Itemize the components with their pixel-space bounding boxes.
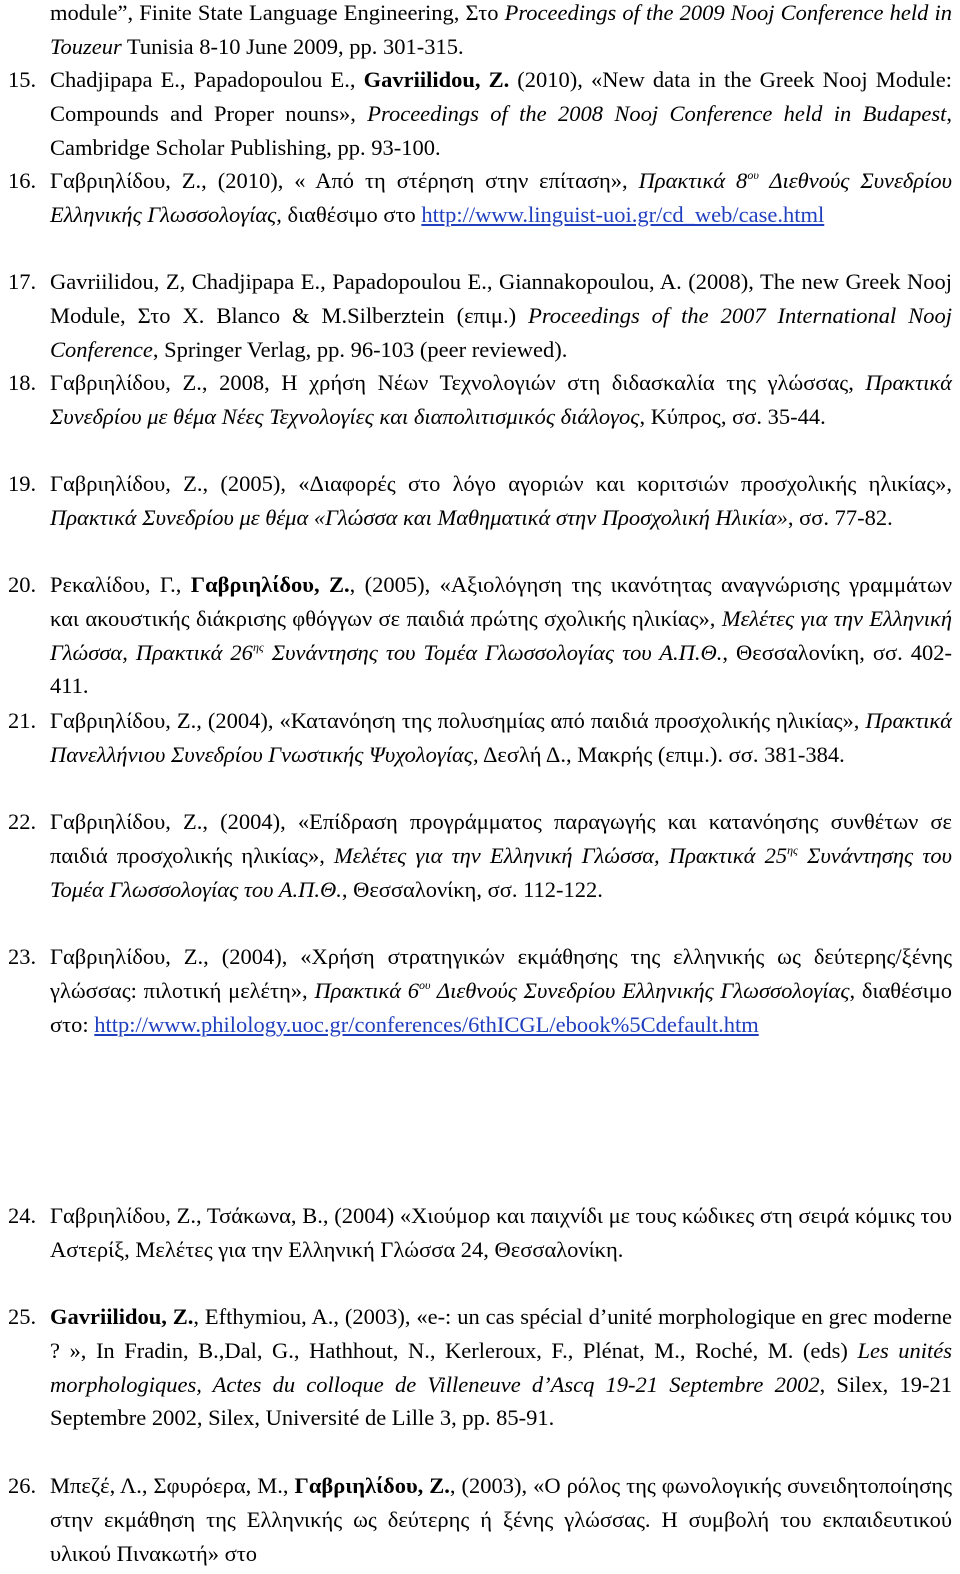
ref-authors: Γαβριηλίδου, Ζ. [50, 168, 202, 193]
reference-25 [4, 1300, 952, 1435]
ref-venue: Μελέτες για την Ελληνική Γλώσσα, Πρακτικά 26 [50, 605, 952, 665]
ref-venue: Διεθνούς Συνεδρίου Ελληνικής Γλωσσολογίας [430, 977, 850, 1003]
ref-number: 21. [8, 708, 37, 733]
ref-number: 26. [8, 1473, 37, 1498]
ref-author-bold: Γαβριηλίδου, Ζ. [294, 1473, 450, 1498]
ref-text: , Springer Verlag, pp. 96-103 (peer reviewed). [152, 336, 568, 362]
ref-number: 17. [8, 269, 37, 294]
ref-number: 15. [8, 67, 37, 92]
ref-venue: Πρακτικά Πανελλήνιου Συνεδρίου Γνωστικής Ψυχολογίας [50, 708, 952, 767]
ref-authors: Γαβριηλίδου, Ζ. [50, 708, 197, 733]
ref-venue: Les unités morphologiques, Actes du colloque de Villeneuve d’Ascq 19-21 Septembre 2002 [50, 1337, 952, 1397]
ref-author-bold: Gavriilidou, Z. [50, 1304, 194, 1329]
ref-text: , Κύπρος, σσ. 35-44. [639, 403, 826, 429]
reference-17 [4, 265, 952, 366]
ref-title: (2010), «New data in the Greek Nooj Module: Compounds and Proper nouns», [50, 67, 952, 126]
ref-text: Gavriilidou, Z, Chadjipapa E., Papadopoulou E., Giannakopoulou, A. (2008), The new Greek Nooj Module, Στο X. Blanco & M.Silberztein (επιμ.) [50, 269, 952, 328]
reference-19 [4, 467, 952, 535]
ref-authors: Chadjipapa E., Papadopoulou E., [50, 67, 364, 92]
reference-20 [4, 568, 952, 703]
reference-23 [4, 940, 952, 1041]
ref-venue: Πρακτικά 6 [314, 977, 420, 1003]
ref-number: 25. [8, 1304, 37, 1329]
ref-author-bold: Gavriilidou, Z. [363, 67, 510, 92]
ref-authors: Γαβριηλίδου, Ζ. [50, 809, 203, 834]
ref-text: , σσ. 77-82. [787, 504, 893, 530]
ref-venue: Διεθνούς Συνεδρίου Ελληνικής Γλωσσολογίας [50, 168, 952, 227]
ref-title: , (2010), « Από τη στέρηση στην επίταση», [201, 168, 639, 193]
ref-authors: Μπεζέ, Λ., Σφυρόερα, Μ., [50, 1473, 295, 1498]
ref-number: 18. [8, 370, 37, 395]
ref-title: , (2005), «Διαφορές στο λόγο αγοριών και κοριτσιών προσχολικής ηλικίας», [202, 471, 952, 496]
ref-authors: Ρεκαλίδου, Γ., [50, 572, 191, 597]
reference-24 [4, 1199, 952, 1267]
ref-authors: Γαβριηλίδου, Ζ. [50, 471, 203, 496]
ref-venue: Συνάντησης του Τομέα Γλωσσολογίας του Α.Π.Θ. [263, 639, 723, 665]
ref-authors: Γαβριηλίδου, Ζ. [50, 944, 204, 969]
ref-text: module”, Finite State Language Engineering, Στο [50, 0, 505, 25]
ref-link[interactable]: http://www.linguist-uoi.gr/cd_web/case.html [421, 201, 825, 227]
ordinal-superscript: ης [252, 639, 264, 654]
ref-venue: Πρακτικά Συνεδρίου με θέμα «Γλώσσα και Μαθηματικά στην Προσχολική Ηλικία» [50, 504, 788, 530]
ref-link[interactable]: http://www.philology.uoc.gr/conferences/6thICGL/ebook%5Cdefault.htm [94, 1011, 759, 1037]
ref-venue: Μελέτες για την Ελληνική Γλώσσα, Πρακτικά 25 [334, 842, 788, 868]
reference-16 [4, 164, 952, 232]
ref-text: , Efthymiou, A., (2003), «e-: un cas spécial d’unité morphologique en grec moderne ? », In Fradin, B.,Dal, G., Hathhout, N., Kerleroux, F., Plénat, M., Roché, M. (eds) [50, 1304, 953, 1363]
ref-venue: Συνάντησης του Τομέα Γλωσσολογίας του Α.Π.Θ. [50, 842, 952, 902]
ref-text: , Silex, 19-21 Septembre 2002, Silex, Université de Lille 3, pp. 85-91. [50, 1371, 952, 1431]
ref-title: , 2008, Η χρήση Νέων Τεχνολογιών στη διδασκαλία της γλώσσας, [201, 370, 866, 395]
ordinal-superscript: ης [787, 842, 798, 857]
ref-title: , (2004), «Χρήση στρατηγικών εκμάθησης της ελληνικής ως δεύτερης/ξένης γλώσσας: πιλοτική μελέτη», [50, 944, 952, 1003]
reference-21 [4, 704, 952, 772]
ref-text: , Θεσσαλονίκη, σσ. 402-411. [50, 639, 952, 699]
ref-authors: Γαβριηλίδου, Ζ. [50, 370, 202, 395]
reference-15 [4, 63, 952, 164]
ref-number: 22. [8, 809, 37, 834]
ref-venue: Proceedings of the 2009 Nooj Conference held in Touzeur [50, 0, 952, 59]
ordinal-superscript: ου [419, 977, 431, 992]
ref-text: Γαβριηλίδου, Ζ., Τσάκωνα, Β., (2004) «Χιούμορ και παιχνίδι με τους κώδικες στη σειρά κόμικς του Αστερίξ, Μελέτες για την Ελληνική Γλώσσα 24, Θεσσαλονίκη. [50, 1203, 952, 1262]
ref-title: , (2004), «Επίδραση προγράμματος παραγωγής και κατανόησης συνθέτων σε παιδιά προσχολικής ηλικίας», [50, 809, 952, 868]
reference-26 [4, 1469, 952, 1570]
ref-title: , (2004), «Κατανόηση της πολυσημίας από παιδιά προσχολικής ηλικίας», [196, 708, 866, 733]
ref-title: , (2005), «Αξιολόγηση της ικανότητας αναγνώρισης γραμμάτων και ακουστικής διάκρισης φθόγγων σε παιδιά πρώτης σχολικής ηλικίας», [50, 572, 952, 631]
ref-venue: Πρακτικά 8 [638, 168, 748, 193]
ref-text: , (2003), «Ο ρόλος της φωνολογικής συνειδητοποίησης στην εκμάθηση της Ελληνικής ως δεύτερης ή ξένης γλώσσας. Η συμβολή του εκπαιδευτικού υλικού Πινακωτή» στο [50, 1473, 953, 1566]
reference-18 [4, 366, 952, 434]
ref-venue: Πρακτικά Συνεδρίου με θέμα Νέες Τεχνολογίες και διαπολιτισμικός διάλογος [50, 370, 952, 429]
ref-venue: Proceedings of the 2007 International Nooj Conference [50, 302, 953, 362]
ref-number: 23. [8, 944, 37, 969]
ref-text: , Θεσσαλονίκη, σσ. 112-122. [341, 876, 603, 902]
ref-number: 20. [8, 572, 37, 597]
ref-text: , διαθέσιμο στο: [50, 977, 953, 1037]
ref-number: 19. [8, 471, 37, 496]
reference-14-continuation [4, 0, 952, 64]
ref-text: , διαθέσιμο στο [276, 201, 422, 227]
ref-number: 16. [8, 168, 37, 193]
reference-22 [4, 805, 952, 906]
ref-text: , Cambridge Scholar Publishing, pp. 93-100. [50, 100, 952, 160]
ref-number: 24. [8, 1203, 37, 1228]
ref-text: Tunisia 8-10 June 2009, pp. 301-315. [121, 33, 464, 59]
ref-text: , Δεσλή Δ., Μακρής (επιμ.). σσ. 381-384. [472, 741, 845, 767]
ref-author-bold: Γαβριηλίδου, Ζ. [190, 572, 350, 597]
ordinal-superscript: ου [747, 168, 759, 182]
ref-venue: Proceedings of the 2008 Nooj Conference held in Budapest [367, 100, 947, 126]
